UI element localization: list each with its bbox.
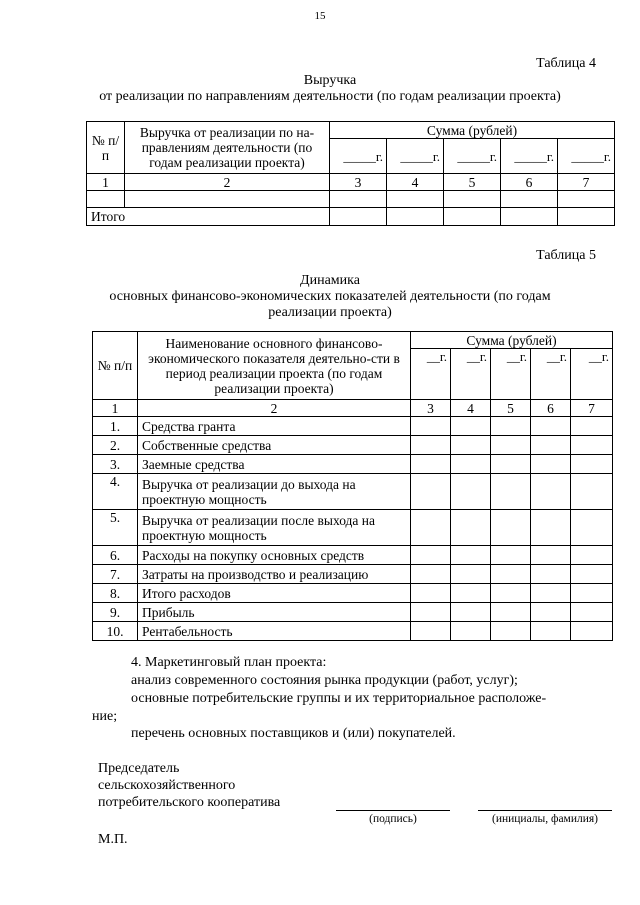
table4-subtitle: от реализации по направлениям деятельности (по годам реализации проекта) xyxy=(99,89,561,104)
table4-col-name: Выручка от реализации по на-правлениям деятельности (по годам реализации проекта) xyxy=(125,122,330,174)
table5-row-num: 1. xyxy=(93,417,138,436)
name-line xyxy=(478,810,612,811)
table5-col-num: № п/п xyxy=(93,332,138,400)
table5-label: Таблица 5 xyxy=(536,248,596,263)
section4-item2-cont: ние; xyxy=(92,709,118,724)
signature-caption: (подпись) xyxy=(369,813,417,825)
section4-item3: перечень основных поставщиков и (или) покупателей. xyxy=(131,726,456,741)
table5-row-num: 7. xyxy=(93,565,138,584)
table5-index: 7 xyxy=(571,400,613,417)
table5-row-num: 2. xyxy=(93,436,138,455)
table5-row xyxy=(93,622,613,641)
table5-row xyxy=(93,474,613,510)
table5-year: __г. xyxy=(491,349,531,400)
table4 xyxy=(86,121,615,226)
table5-index: 4 xyxy=(451,400,491,417)
table5 xyxy=(92,331,613,641)
table5-row xyxy=(93,565,613,584)
table5-row xyxy=(93,510,613,546)
signature-line xyxy=(336,810,450,811)
table5-row-num: 9. xyxy=(93,603,138,622)
table5-col-name: Наименование основного финансово-экономического показателя деятельно-сти в период реализации проекта (по годам реализации проекта) xyxy=(138,332,411,400)
table5-index: 5 xyxy=(491,400,531,417)
table4-year: _____г. xyxy=(387,139,444,174)
table4-label: Таблица 4 xyxy=(536,56,596,71)
table5-row-num: 6. xyxy=(93,546,138,565)
table5-year: __г. xyxy=(411,349,451,400)
table4-title: Выручка xyxy=(303,73,357,88)
table4-index: 5 xyxy=(444,174,501,191)
table5-row-name: Затраты на производство и реализацию xyxy=(138,565,411,584)
table4-index: 4 xyxy=(387,174,444,191)
table5-row xyxy=(93,436,613,455)
table4-total: Итого xyxy=(87,208,330,226)
table5-row-num: 8. xyxy=(93,584,138,603)
signature-title-2: сельскохозяйственного xyxy=(98,778,236,793)
table4-index: 7 xyxy=(558,174,615,191)
signature-title-1: Председатель xyxy=(98,761,180,776)
table5-row-num: 3. xyxy=(93,455,138,474)
page-number: 15 xyxy=(314,10,326,22)
table5-title: Динамика xyxy=(300,273,360,288)
table5-row-num: 4. xyxy=(93,474,138,510)
table5-row-name: Прибыль xyxy=(138,603,411,622)
table4-index: 2 xyxy=(125,174,330,191)
table5-row-name: Расходы на покупку основных средств xyxy=(138,546,411,565)
table5-row xyxy=(93,455,613,474)
table4-index: 6 xyxy=(501,174,558,191)
table4-index: 3 xyxy=(330,174,387,191)
table4-year: _____г. xyxy=(330,139,387,174)
table5-index: 2 xyxy=(138,400,411,417)
table5-row xyxy=(93,584,613,603)
table4-col-sum: Сумма (рублей) xyxy=(330,122,615,139)
table5-year: __г. xyxy=(451,349,491,400)
stamp-place: М.П. xyxy=(98,832,128,847)
table5-row xyxy=(93,546,613,565)
table5-row-name: Выручка от реализации после выхода на проектную мощность xyxy=(138,510,411,546)
table5-subtitle: основных финансово-экономических показателей деятельности (по годам xyxy=(109,289,551,304)
table4-year: _____г. xyxy=(501,139,558,174)
signature-title-3: потребительского кооператива xyxy=(98,795,281,810)
table5-row xyxy=(93,603,613,622)
table4-total-row xyxy=(87,208,615,226)
table5-row xyxy=(93,417,613,436)
section4-heading: 4. Маркетинговый план проекта: xyxy=(131,655,327,670)
table4-col-num: № п/п xyxy=(87,122,125,174)
table5-index: 6 xyxy=(531,400,571,417)
table5-row-num: 5. xyxy=(93,510,138,546)
name-caption: (инициалы, фамилия) xyxy=(491,813,599,825)
table5-row-name: Рентабельность xyxy=(138,622,411,641)
table4-year: _____г. xyxy=(558,139,615,174)
table4-empty-row xyxy=(87,191,615,208)
table5-col-sum: Сумма (рублей) xyxy=(411,332,613,349)
table5-row-name: Средства гранта xyxy=(138,417,411,436)
table5-subtitle-2: реализации проекта) xyxy=(268,305,392,320)
table5-index: 1 xyxy=(93,400,138,417)
table4-year: _____г. xyxy=(444,139,501,174)
table5-row-name: Выручка от реализации до выхода на проектную мощность xyxy=(138,474,411,510)
section4-item2: основные потребительские группы и их территориальное расположе- xyxy=(131,691,547,706)
section4-item1: анализ современного состояния рынка продукции (работ, услуг); xyxy=(131,673,518,688)
table4-index: 1 xyxy=(87,174,125,191)
table5-row-name: Заемные средства xyxy=(138,455,411,474)
table5-row-name: Итого расходов xyxy=(138,584,411,603)
table5-row-num: 10. xyxy=(93,622,138,641)
table5-index: 3 xyxy=(411,400,451,417)
table5-row-name: Собственные средства xyxy=(138,436,411,455)
table5-year: __г. xyxy=(531,349,571,400)
table5-year: __г. xyxy=(571,349,613,400)
